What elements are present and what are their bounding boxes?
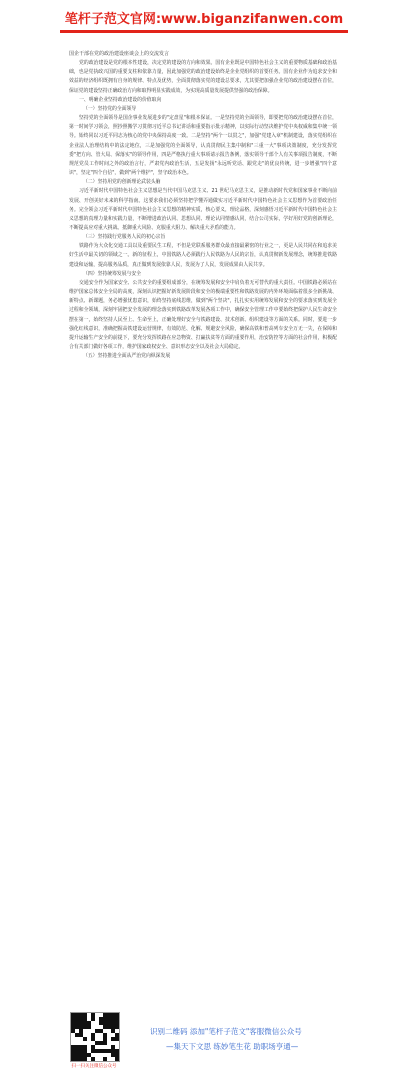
- subsection-heading-1: （一）坚持党的全面领导: [83, 105, 137, 112]
- banner-divider: [60, 30, 348, 33]
- document-title: 国企干部在党的政治建设座谈会上的交流发言: [69, 51, 170, 57]
- paragraph-1: 坚持党的全面领导是国企事业发展进步的"定盘星"和根本保证。一是坚持党的全面领导，即要把党的政治建设摆在首位，第一时间学习领会，照抄照搬学习贯彻习近平总书记讲话和重要指示批示精神，以实际行动坚决维护党中央权威和集中统一领导。始终同以习近平同志为核心的党中央保持高度一致。二是坚持"两个一以贯之"，加强"党建入章"机制建设，落实党组织在企业法人治理结构中的法定地位，三是加强党的全面领导，认真贯彻民主集中制和"三重一大"事项决策制度，充分发挥党委"把方向、管大局、保落实"的领导作用，四是严格执行重大事项请示报告条例，落实领导干部个人有关事项报告制度，不断规范党员工作时间之外的政治言行，严肃党内政治生活，五是发扬"永远听党话、跟党走"的优良传统，进一步增强"四个意识"，坚定"四个自信"，做到"两个维护"，坚守政治本色。: [69, 115, 337, 177]
- paragraph-4: 交通安全作为国家安全、公共安全的重要组成部分，在统筹发展和安全中肩负着无可替代的重大责任。中国铁路必须站在维护国家总体安全全局的高度，深刻认识把握好新发展阶段和安全的极端重要性和铁路发展的内外环境面临着很多全新挑战、新特点、新课题，务必增强忧患意识，始终坚持底线思维，做到"两个坚决"，扎扎实实用统筹发展和安全的要求落实到发展全过程和全领域，深刻牢固把安全发展的理念落实到铁路改革发展各项工作中，确保安全管理工作中要始终把保护人民生命安全摆在第一，始终坚持人民至上、生命至上，正确处理好安全与铁路建设、技术创新、组织建设等方面的关系。同时，要进一步强化红线意识，准确把握高铁建设运营规律，有效防范、化解、规避安全风险，确保高铁和普高列车安全万无一失，在保障和提升运输生产安全的前提下，要充分发挥铁路在应急物资、打赢扶贫等方面的重要作用，治安防控等方面的社会作用，积极配合有关部门做好各项工作，维护国家政权安全、意识形态安全以及社会大局稳定。: [69, 279, 337, 350]
- qr-caption: 扫一扫关注微信公众号: [71, 1064, 117, 1069]
- site-banner: [0, 0, 408, 52]
- footer-slogan-line: —集天下文思 练妙笔生花 助职场亨通—: [166, 1042, 299, 1051]
- qr-module: [115, 1057, 119, 1061]
- site-banner-text: 笔杆子范文官网:www.biganzifanwen.com: [64, 12, 344, 27]
- page-footer: [0, 504, 408, 1069]
- paragraph-2: 习近平新时代中国特色社会主义思想是当代中国马克思主义、21 世纪马克思主义，是推动新时代党和国家事业不断向前发展、开创美好未来的科学指南。这要求我们必须坚持把学懂弄通做实习近平新时代中国特色社会主义思想作为首要政治任务。完全领会习近平新时代中国特色社会主义思想的精神实质，核心要义，理论品格，深刻感悟习近平新时代中国特色社会主义思想的真理力量和实践力量，不断增进政治认同、思想认同、理论认同情感认同，结合公司实际，学好用好党的创新理论，不断提高应对重大挑战、抵御重大风险、克服重大阻力、解决重大矛盾的能力。: [69, 188, 337, 231]
- subsection-heading-5: （五）坚持推进全面从严治党向纵深发展: [83, 353, 171, 360]
- paragraph-intro: 党的政治建设是党的根本性建设，决定党的建设的方向和效果。国有企业既是中国特色社会主义的重要物质基础和政治基础，也是党执政兴国的重要支柱和依靠力量，因此加强党的政治建设始终是企业党组织的首要任务。国有企业作为追求安全和效益的经济组织既拥有自身的规律、特点及优势，全面贯彻落实党的建设总要求，尤其要把加强企业党的政治建设摆在首位，保证党的建设坚持正确政治方向和取得明显实践成效，为实现高质量发展提供坚强的政治保障。: [69, 60, 337, 94]
- section-heading-1: 一、明确企业坚持政治建设的价值取向: [79, 96, 162, 103]
- qr-code-icon[interactable]: [70, 1012, 120, 1062]
- subsection-heading-2: （二）坚持用党的创新理论武装头脑: [83, 179, 161, 186]
- footer-promo-line: 识别二维码 添加"笔杆子范文"客服微信公众号: [150, 1027, 302, 1036]
- document-body: [69, 50, 337, 361]
- subsection-heading-4: （四）坚持统筹发展与安全: [83, 270, 142, 277]
- paragraph-3: 铁路作为大众化交通工具以及重要民生工程，不但是党联系服务群众最直接最紧密的行业之一，更是人民共同在和追求美好生活中最关切的领域之一。新的征程上，中国铁路人必须践行人民铁路为人民的宗旨，认真贯彻新发展理念，统筹推进铁路建设和运输，提高服务品质，真正做到发展依靠人民，发展为了人民，发展成果由人民共享。: [69, 243, 337, 268]
- subsection-heading-3: （三）坚持践行党服务人民的初心宗旨: [83, 234, 166, 241]
